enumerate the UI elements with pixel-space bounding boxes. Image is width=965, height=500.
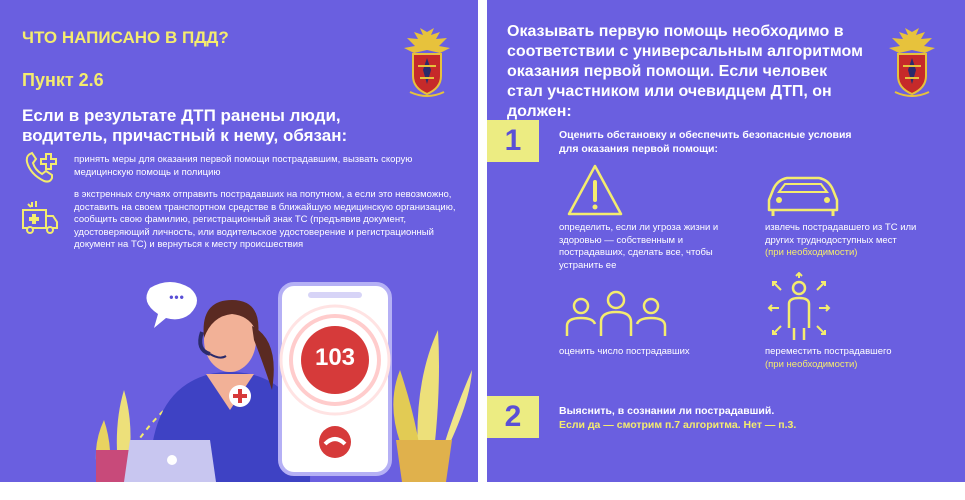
step-1-title: Оценить обстановку и обеспечить безопасные условия для оказания первой помощи: [559, 129, 852, 155]
right-panel [487, 0, 965, 482]
operator-illustration [0, 270, 478, 482]
step-1-number: 1 [487, 120, 539, 162]
section-subtitle: Пункт 2.6 [22, 70, 104, 90]
list-item-text: в экстренных случаях отправить пострадавших на попутном, а если это невозможно, доставить на своем транспортном средстве в ближайшую медицинскую организацию, сообщить свою фамилию, регистрационный знак ТС (предъявив документ, удостоверяющий личность, или водительское удостоверение и регистрационный документ на ТС) и вернуться к месту происшествия [74, 189, 456, 250]
police-emblem-icon [885, 26, 939, 100]
people-icon [561, 288, 671, 340]
action-text: определить, если ли угроза жизни и здоровью — собственным и пострадавших, сделать все, чтобы устранить ее [559, 222, 719, 271]
right-heading: Оказывать первую помощь необходимо в соответствии с универсальным алгоритмом оказания первой помощи. Если человек стал участником или очевидцем ДТП, он должен: [507, 23, 863, 120]
action-note: (при необходимости) [765, 247, 858, 258]
phone-medical-icon [24, 150, 60, 184]
action-text: оценить число пострадавших [559, 346, 690, 357]
step-2-subtitle: Если да — смотрим п.7 алгоритма. Нет — п.3. [559, 419, 797, 431]
action-note: (при необходимости) [765, 359, 858, 370]
section-heading: Если в результате ДТП ранены люди, водитель, причастный к нему, обязан: [22, 106, 348, 145]
police-emblem-icon [400, 26, 454, 100]
person-move-icon [763, 272, 835, 344]
ambulance-icon [20, 198, 60, 236]
step-2-number: 2 [487, 396, 539, 438]
phone-number: 103 [314, 344, 356, 371]
left-panel [0, 0, 478, 482]
list-item-text: принять меры для оказания первой помощи пострадавшим, вызвать скорую медицинскую помощь и полицию [74, 154, 413, 178]
page-title: ЧТО НАПИСАНО В ПДД? [22, 28, 229, 47]
car-icon [763, 170, 843, 218]
speech-bubble-dots: ••• [169, 290, 185, 304]
action-text: переместить пострадавшего [765, 346, 892, 357]
warning-icon [565, 162, 625, 218]
action-text: извлечь пострадавшего из ТС или других труднодоступных мест [765, 222, 917, 246]
step-2-title: Выяснить, в сознании ли пострадавший. [559, 405, 775, 417]
